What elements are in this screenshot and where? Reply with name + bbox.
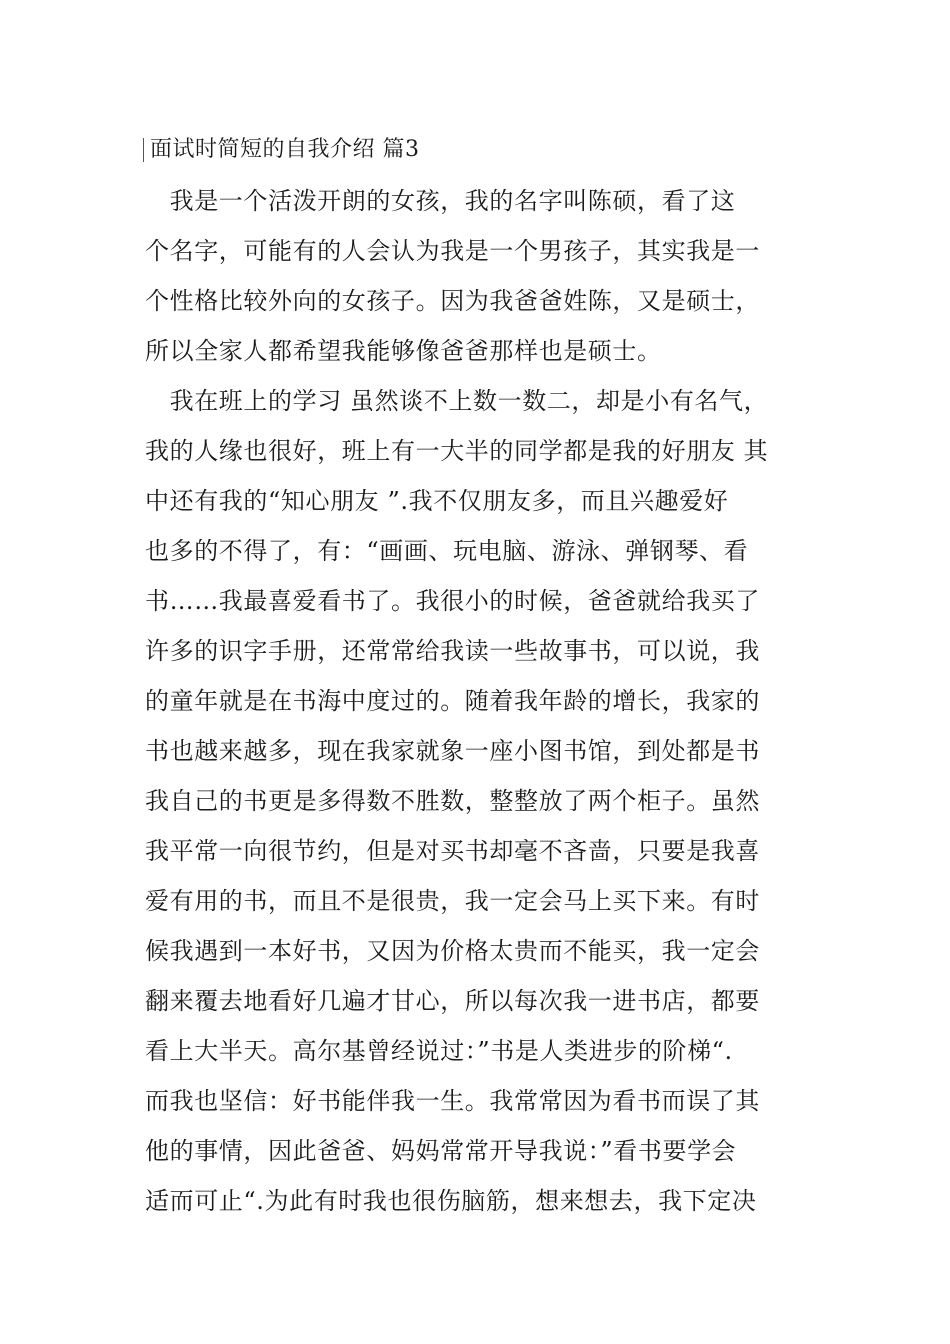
section-heading: 面试时简短的自我介绍 篇3	[150, 137, 420, 162]
paragraph-line: 我自己的书更是多得数不胜数，整整放了两个柜子。虽然	[145, 787, 760, 815]
paragraph-line: 我在班上的学习 虽然谈不上数一数二，却是小有名气，	[145, 387, 769, 415]
paragraph-line: 我平常一向很节约，但是对买书却毫不吝啬，只要是我喜	[145, 837, 760, 865]
paragraph-line: 个名字，可能有的人会认为我是一个男孩子，其实我是一	[145, 237, 760, 265]
paragraph-line: 适而可止“.为此有时我也很伤脑筋，想来想去，我下定决	[145, 1187, 757, 1215]
paragraph-line: 许多的识字手册，还常常给我读一些故事书，可以说，我	[145, 637, 760, 665]
text-cursor-marker	[143, 138, 144, 162]
paragraph-line: 我的人缘也很好，班上有一大半的同学都是我的好朋友 其	[145, 437, 769, 465]
paragraph-line: 看上大半天。高尔基曾经说过：”书是人类进步的阶梯“.	[145, 1037, 733, 1065]
paragraph-line: 个性格比较外向的女孩子。因为我爸爸姓陈，又是硕士，	[145, 287, 760, 315]
heading-row	[143, 133, 420, 167]
paragraph-line: 书也越来越多，现在我家就象一座小图书馆，到处都是书	[145, 737, 760, 765]
paragraph-line: 中还有我的“知心朋友 ”.我不仅朋友多，而且兴趣爱好	[145, 487, 729, 515]
paragraph-line: 也多的不得了，有：“画画、玩电脑、游泳、弹钢琴、看	[145, 537, 749, 565]
paragraph-line: 翻来覆去地看好几遍才甘心，所以每次我一进书店，都要	[145, 987, 760, 1015]
paragraph-line: 他的事情，因此爸爸、妈妈常常开导我说：”看书要学会	[145, 1137, 737, 1165]
paragraph-line: 的童年就是在书海中度过的。随着我年龄的增长，我家的	[145, 687, 760, 715]
paragraph-line: 书……我最喜爱看书了。我很小的时候，爸爸就给我买了	[145, 587, 760, 615]
paragraph-line: 而我也坚信：好书能伴我一生。我常常因为看书而误了其	[145, 1087, 760, 1115]
paragraph-line: 爱有用的书，而且不是很贵，我一定会马上买下来。有时	[145, 887, 760, 915]
paragraph-line: 候我遇到一本好书，又因为价格太贵而不能买，我一定会	[145, 937, 760, 965]
paragraph-line: 所以全家人都希望我能够像爸爸那样也是硕士。	[145, 337, 662, 365]
paragraph-line: 我是一个活泼开朗的女孩，我的名字叫陈硕，看了这	[145, 187, 736, 215]
